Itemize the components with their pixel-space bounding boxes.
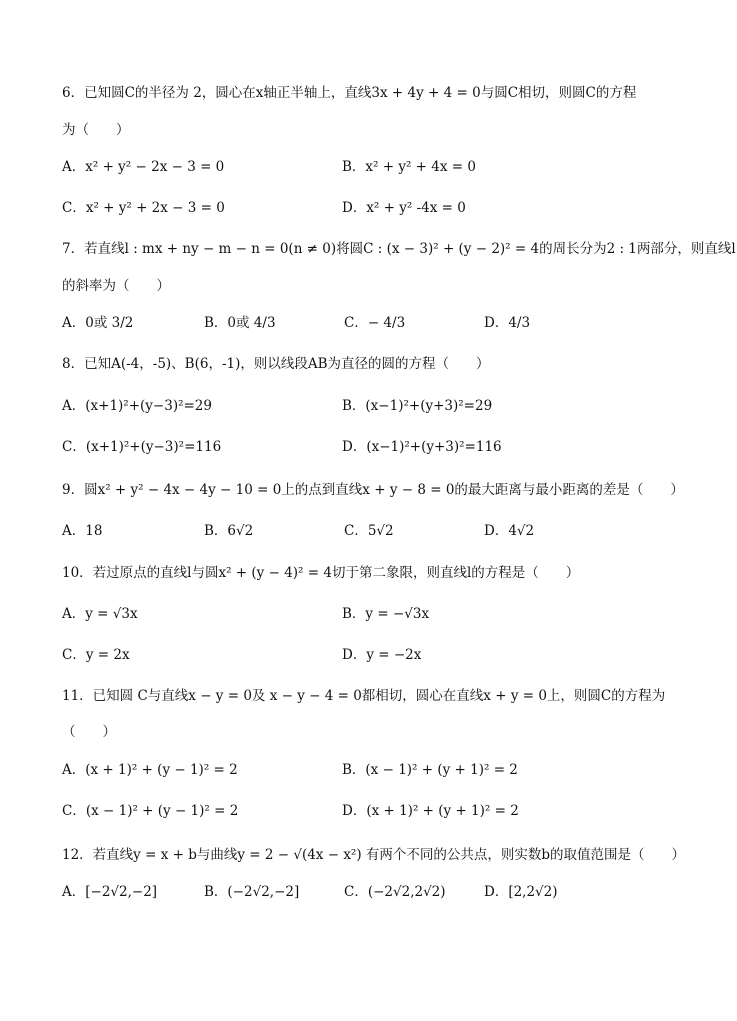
q12-stem-line1: 12．若直线y = x + b与曲线y = 2 − √(4x − x²) 有两个不同的公共点，则实数b的取值范围是（ ） <box>62 847 686 863</box>
q9-option-a: A．18 <box>62 523 103 539</box>
q9-option-d: D．4√2 <box>484 523 535 539</box>
q6-stem-line1: 6．已知圆C的半径为 2，圆心在x轴正半轴上，直线3x + 4y + 4 = 0与圆C相切，则圆C的方程 <box>62 85 637 101</box>
q8-option-d: D．(x−1)²+(y+3)²=116 <box>342 439 502 455</box>
q7-option-b: B．0或 4/3 <box>204 315 276 331</box>
q12-option-b: B．(−2√2,−2] <box>204 884 300 900</box>
q8-option-a: A．(x+1)²+(y−3)²=29 <box>62 398 212 414</box>
q8-stem-line1: 8．已知A(-4，-5)、B(6，-1)，则以线段AB为直径的圆的方程（ ） <box>62 356 490 372</box>
q11-option-c: C．(x − 1)² + (y − 1)² = 2 <box>62 803 239 819</box>
q11-stem-line1: 11．已知圆 C与直线x − y = 0及 x − y − 4 = 0都相切，圆心在直线x + y = 0上，则圆C的方程为 <box>62 688 666 704</box>
q11-option-a: A．(x + 1)² + (y − 1)² = 2 <box>62 762 238 778</box>
q7-option-d: D．4/3 <box>484 315 531 331</box>
q9-option-c: C．5√2 <box>344 523 394 539</box>
q12-option-a: A．[−2√2,−2] <box>62 884 158 900</box>
q12-option-d: D．[2,2√2) <box>484 884 558 900</box>
q11-stem-line2: （ ） <box>62 724 116 740</box>
q10-option-c: C．y = 2x <box>62 647 130 663</box>
q12-option-c: C．(−2√2,2√2) <box>344 884 446 900</box>
q6-option-b: B．x² + y² + 4x = 0 <box>342 159 476 175</box>
q10-stem-line1: 10．若过原点的直线l与圆x² + (y − 4)² = 4切于第二象限，则直线l的方程是（ ） <box>62 565 580 581</box>
q9-stem-line1: 9．圆x² + y² − 4x − 4y − 10 = 0上的点到直线x + y − 8 = 0的最大距离与最小距离的差是（ ） <box>62 482 684 498</box>
q7-option-c: C．− 4/3 <box>344 315 406 331</box>
q6-option-c: C．x² + y² + 2x − 3 = 0 <box>62 200 225 216</box>
q7-option-a: A．0或 3/2 <box>62 315 134 331</box>
q8-option-c: C．(x+1)²+(y−3)²=116 <box>62 439 222 455</box>
q10-option-d: D．y = −2x <box>342 647 422 663</box>
q10-option-a: A．y = √3x <box>62 606 138 622</box>
q8-option-b: B．(x−1)²+(y+3)²=29 <box>342 398 493 414</box>
q9-option-b: B．6√2 <box>204 523 254 539</box>
q10-option-b: B．y = −√3x <box>342 606 430 622</box>
q11-option-b: B．(x − 1)² + (y + 1)² = 2 <box>342 762 518 778</box>
q6-option-d: D．x² + y² -4x = 0 <box>342 200 466 216</box>
q7-stem-line2: 的斜率为（ ） <box>62 278 170 294</box>
q11-option-d: D．(x + 1)² + (y + 1)² = 2 <box>342 803 519 819</box>
q7-stem-line1: 7．若直线l : mx + ny − m − n = 0(n ≠ 0)将圆C : (x − 3)² + (y − 2)² = 4的周长分为2 : 1两部分，则直线l <box>62 241 736 257</box>
q6-option-a: A．x² + y² − 2x − 3 = 0 <box>62 159 225 175</box>
q6-stem-line2: 为（ ） <box>62 122 130 138</box>
